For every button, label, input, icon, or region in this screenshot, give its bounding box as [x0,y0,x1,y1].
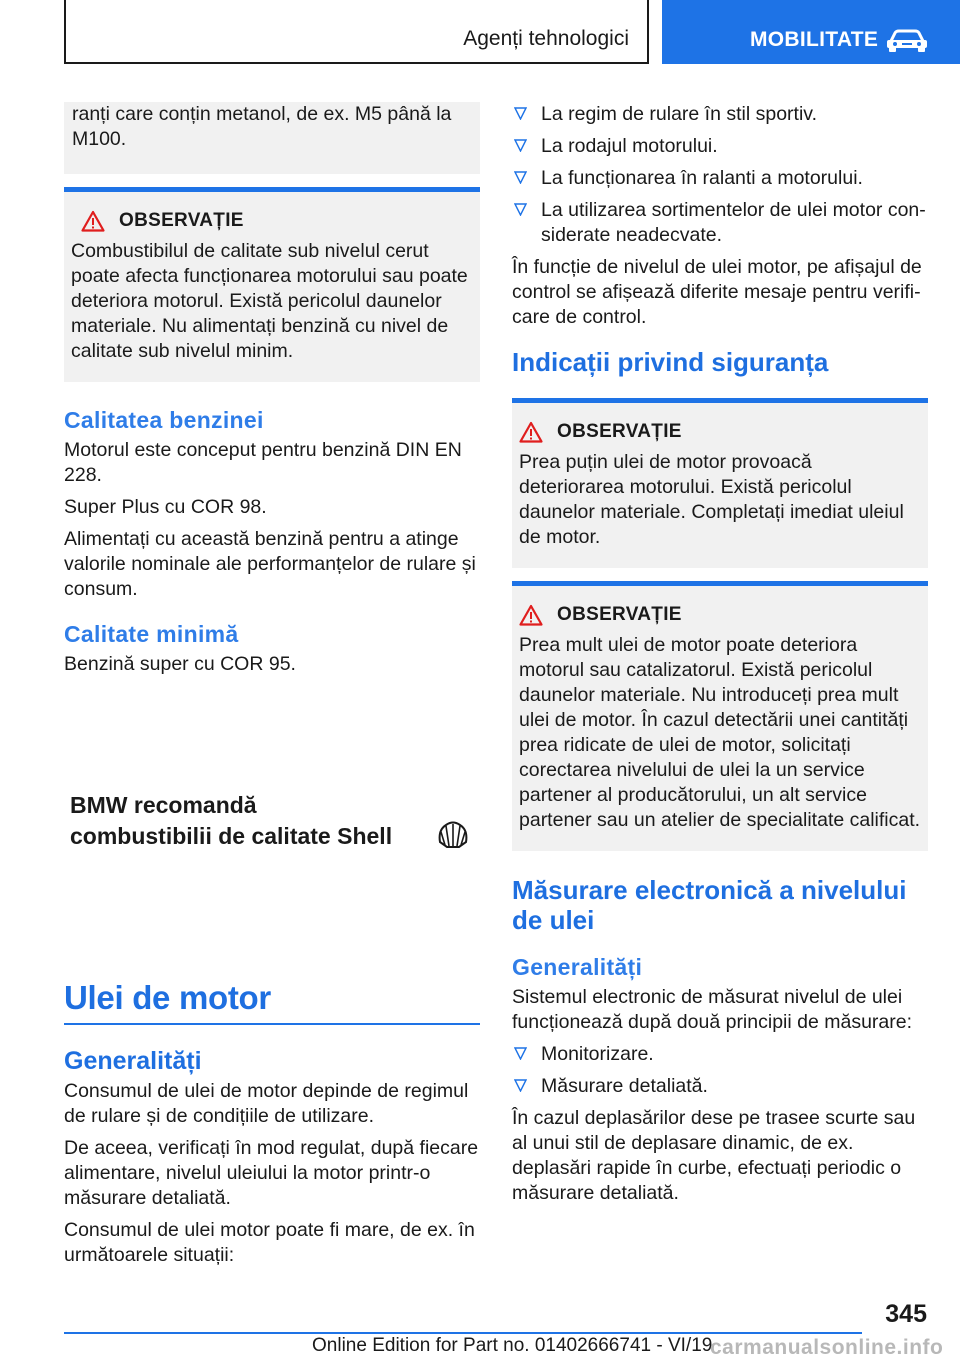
footer-edition: Online Edition for Part no. 01402666741 - VI/19 [312,1335,713,1356]
section-title: Agenți tehnologici [463,27,629,50]
warning-text: Prea puțin ulei de motor provoacă deteriorarea motorului. Există pericolul daunelor materiale. Completați imediat uleiul de motor. [519,451,904,548]
list-item: Monitorizare. [512,1042,928,1067]
paragraph: Sistemul electronic de măsurat nivelul de ulei funcționează după două principii de măsurare: [512,986,913,1033]
triangle-bullet-icon [514,171,527,184]
section-heading: Măsurare electronică a nivelului de ulei [512,875,907,935]
warning-heading [519,421,922,443]
paragraph: Consumul de ulei motor poate fi mare, de ex. în următoarele situații: [64,1219,475,1266]
warning-triangle-icon [81,210,105,232]
paragraph: Motorul este conceput pentru benzină DIN EN 228. [64,439,462,486]
chapter-title: MOBILITATE [750,28,879,51]
warning-triangle-icon [519,421,543,443]
watermark: carmanualsonline.info [710,1336,944,1359]
warning-title: OBSERVAȚIE [557,421,682,442]
subsection-heading: Generalități [512,954,643,980]
warning-box [64,187,480,382]
warning-heading [519,604,922,626]
paragraph: Benzină super cu COR 95. [64,653,296,675]
section-heading: Calitatea benzinei [64,407,264,433]
list-item: La utilizarea sortimentelor de ulei motor considerate neadecvate. [512,198,928,248]
triangle-bullet-icon [514,1079,527,1092]
list-item: Măsurare detaliată. [512,1074,928,1099]
section-heading: Calitate minimă [64,621,239,647]
section-heading: Generalități [64,1047,202,1075]
page-number: 345 [885,1300,927,1328]
continued-box [64,102,480,174]
section-heading: Indicații privind siguranța [512,347,829,377]
car-icon [886,28,928,52]
chapter-divider [64,1023,480,1025]
triangle-bullet-icon [514,203,527,216]
shell-advert-line2: combustibilii de calitate Shell [70,823,393,849]
shell-advert [70,790,480,852]
footer-divider [64,1332,862,1334]
paragraph: Alimentați cu această benzină pentru a atinge valorile nominale ale performanțelor de rulare și consum. [64,528,476,600]
header-chapter-tab [662,0,960,64]
triangle-bullet-icon [514,139,527,152]
warning-title: OBSERVAȚIE [119,210,244,231]
right-column [512,102,928,1213]
list-item: La regim de rulare în stil sportiv. [512,102,928,127]
chapter-block [64,978,480,1275]
warning-title: OBSERVAȚIE [557,604,682,625]
continued-text: ranți care conțin metanol, de ex. M5 până la M100. [72,103,452,150]
shell-advert-line1: BMW recomandă [70,792,257,818]
list-item: La rodajul motorului. [512,134,928,159]
chapter-heading: Ulei de motor [64,979,271,1016]
paragraph: Consumul de ulei de motor depinde de regimul de rulare și de condițiile de utilizare. [64,1080,469,1127]
paragraph: În funcție de nivelul de ulei motor, pe afișajul de control se afișează diferite mesaje pentru verificare de control. [512,256,922,328]
warning-box [512,398,928,568]
warning-box [512,581,928,851]
shell-logo-icon [437,820,469,850]
warning-triangle-icon [519,604,543,626]
header-section-tab [64,0,649,64]
bullet-list [512,102,928,248]
paragraph: Super Plus cu COR 98. [64,496,267,518]
paragraph: În cazul deplasărilor dese pe trasee scurte sau al unui stil de deplasare dinamic, de ex. deplasări rapide în curbe, efectuați periodic o măsurare detaliată. [512,1107,916,1204]
triangle-bullet-icon [514,107,527,120]
list-item: La funcționarea în ralanti a motorului. [512,166,928,191]
triangle-bullet-icon [514,1047,527,1060]
left-column [64,102,480,1266]
paragraph: De aceea, verificați în mod regulat, după fiecare alimentare, nivelul uleiului la motor printr-o măsurare detaliată. [64,1137,479,1209]
warning-text: Prea mult ulei de motor poate deteriora motorul sau catalizatorul. Există pericolul daunelor materiale. Nu introduceți prea mult ulei de motor. În cazul detectării unei cantități prea ridicate de ulei de motor, solicitați corectarea nivelului de ulei la un service partener al producătorului, un alt service partener sau un atelier de specialitate calificat. [519,634,921,831]
bullet-list [512,1042,928,1099]
warning-text: Combustibilul de calitate sub nivelul cerut poate afecta funcționarea motorului sau poate deteriora motorul. Există pericolul daunelor materiale. Nu alimentați benzină cu nivel de calitate sub nivelul minim. [71,240,468,362]
warning-heading [63,210,474,232]
